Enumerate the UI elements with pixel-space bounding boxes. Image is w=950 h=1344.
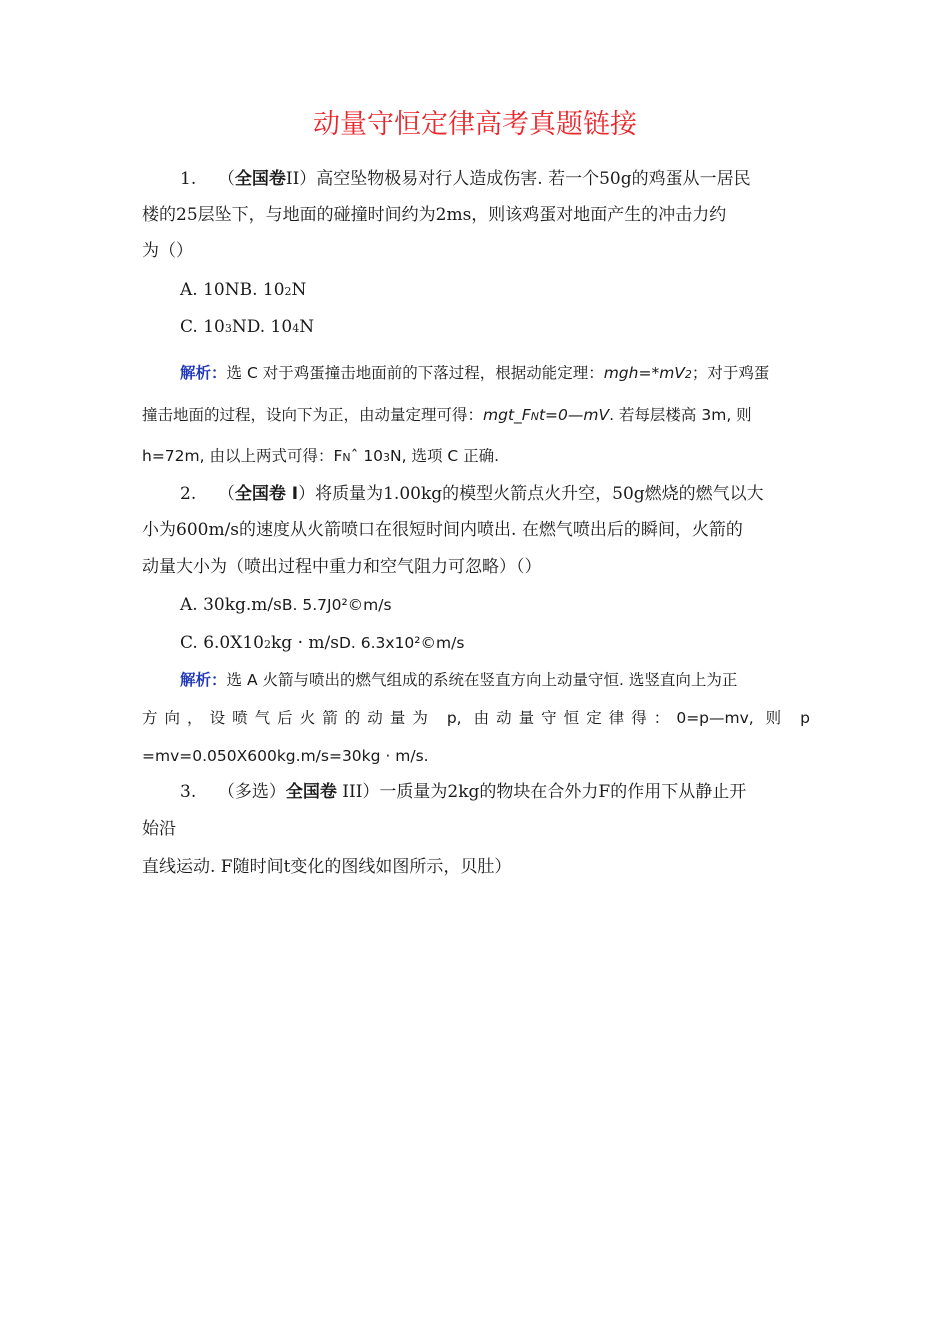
q2-analysis-line-1: 解析：选 A 火箭与喷出的燃气组成的系统在竖直方向上动量守恒. 选竖直向上为正 — [180, 671, 738, 689]
q2-options-ab: A. 30kg.m/sB. 5.7J0²©m/s — [180, 595, 392, 615]
q1-source: 全国卷 — [234, 169, 286, 189]
q3-text: III）一质量为2kg的物块在合外力F的作用下从静止开 — [336, 782, 747, 802]
q1-number: 1. — [180, 169, 197, 189]
q3-line-3: 直线运动. F随时间t变化的图线如图所示，贝肚） — [142, 857, 512, 877]
q2-source: 全国卷 I — [234, 484, 299, 504]
q3-number: 3. — [180, 782, 197, 802]
q2-line-1: 2. （全国卷 I）将质量为1.00kg的模型火箭点火升空，50g燃烧的燃气以大 — [180, 484, 764, 504]
q1-text: 高空坠物极易对行人造成伤害. 若一个50g的鸡蛋从一居民 — [316, 169, 751, 189]
q1-line-2: 楼的25层坠下，与地面的碰撞时间约为2ms，则该鸡蛋对地面产生的冲击力约 — [142, 205, 727, 225]
q1-analysis-label: 解析： — [180, 364, 227, 382]
q2-line-2: 小为600m/s的速度从火箭喷口在很短时间内喷出. 在燃气喷出后的瞬间，火箭的 — [142, 520, 743, 540]
page-title: 动量守恒定律高考真题链接 — [313, 109, 637, 140]
q2-analysis-line-3: =mv=0.050X600kg.m/s=30kg · m/s. — [142, 747, 429, 765]
q1-analysis-line-2: 撞击地面的过程，设向下为正，由动量定理可得：mgt_FNt=0—mV. 若每层楼高 3m, 则 — [142, 406, 752, 424]
q3-source: 全国卷 — [285, 782, 337, 802]
q2-number: 2. — [180, 484, 197, 504]
q2-text: ）将质量为1.00kg的模型火箭点火升空，50g燃烧的燃气以大 — [298, 484, 764, 504]
q1-options-cd: C. 103ND. 104N — [180, 317, 315, 337]
q2-line-3: 动量大小为（喷出过程中重力和空气阻力可忽略）（） — [142, 557, 542, 577]
q3-line-1: 3. （多选）全国卷 III）一质量为2kg的物块在合外力F的作用下从静止开 — [180, 782, 747, 802]
q2-options-cd: C. 6.0X102kg · m/sD. 6.3x10²©m/s — [180, 633, 465, 653]
q1-line-3: 为（） — [142, 241, 193, 261]
q1-analysis-line-1: 解析：选 C 对于鸡蛋撞击地面前的下落过程，根据动能定理：mgh=*mV2；对于鸡蛋 — [180, 364, 770, 382]
q3-line-2: 始沿 — [142, 819, 176, 839]
q2-analysis-line-2: 方向，设喷气后火箭的动量为 p, 由动量守恒定律得：0=p—mv, 则 p — [142, 709, 810, 727]
q1-analysis-line-3: h=72m, 由以上两式可得：FNˆ 103N, 选项 C 正确. — [142, 447, 500, 465]
q1-line-1: 1. （全国卷II）高空坠物极易对行人造成伤害. 若一个50g的鸡蛋从一居民 — [180, 169, 751, 189]
q2-analysis-label: 解析： — [180, 671, 227, 689]
q1-options-ab: A. 10NB. 102N — [180, 280, 307, 300]
